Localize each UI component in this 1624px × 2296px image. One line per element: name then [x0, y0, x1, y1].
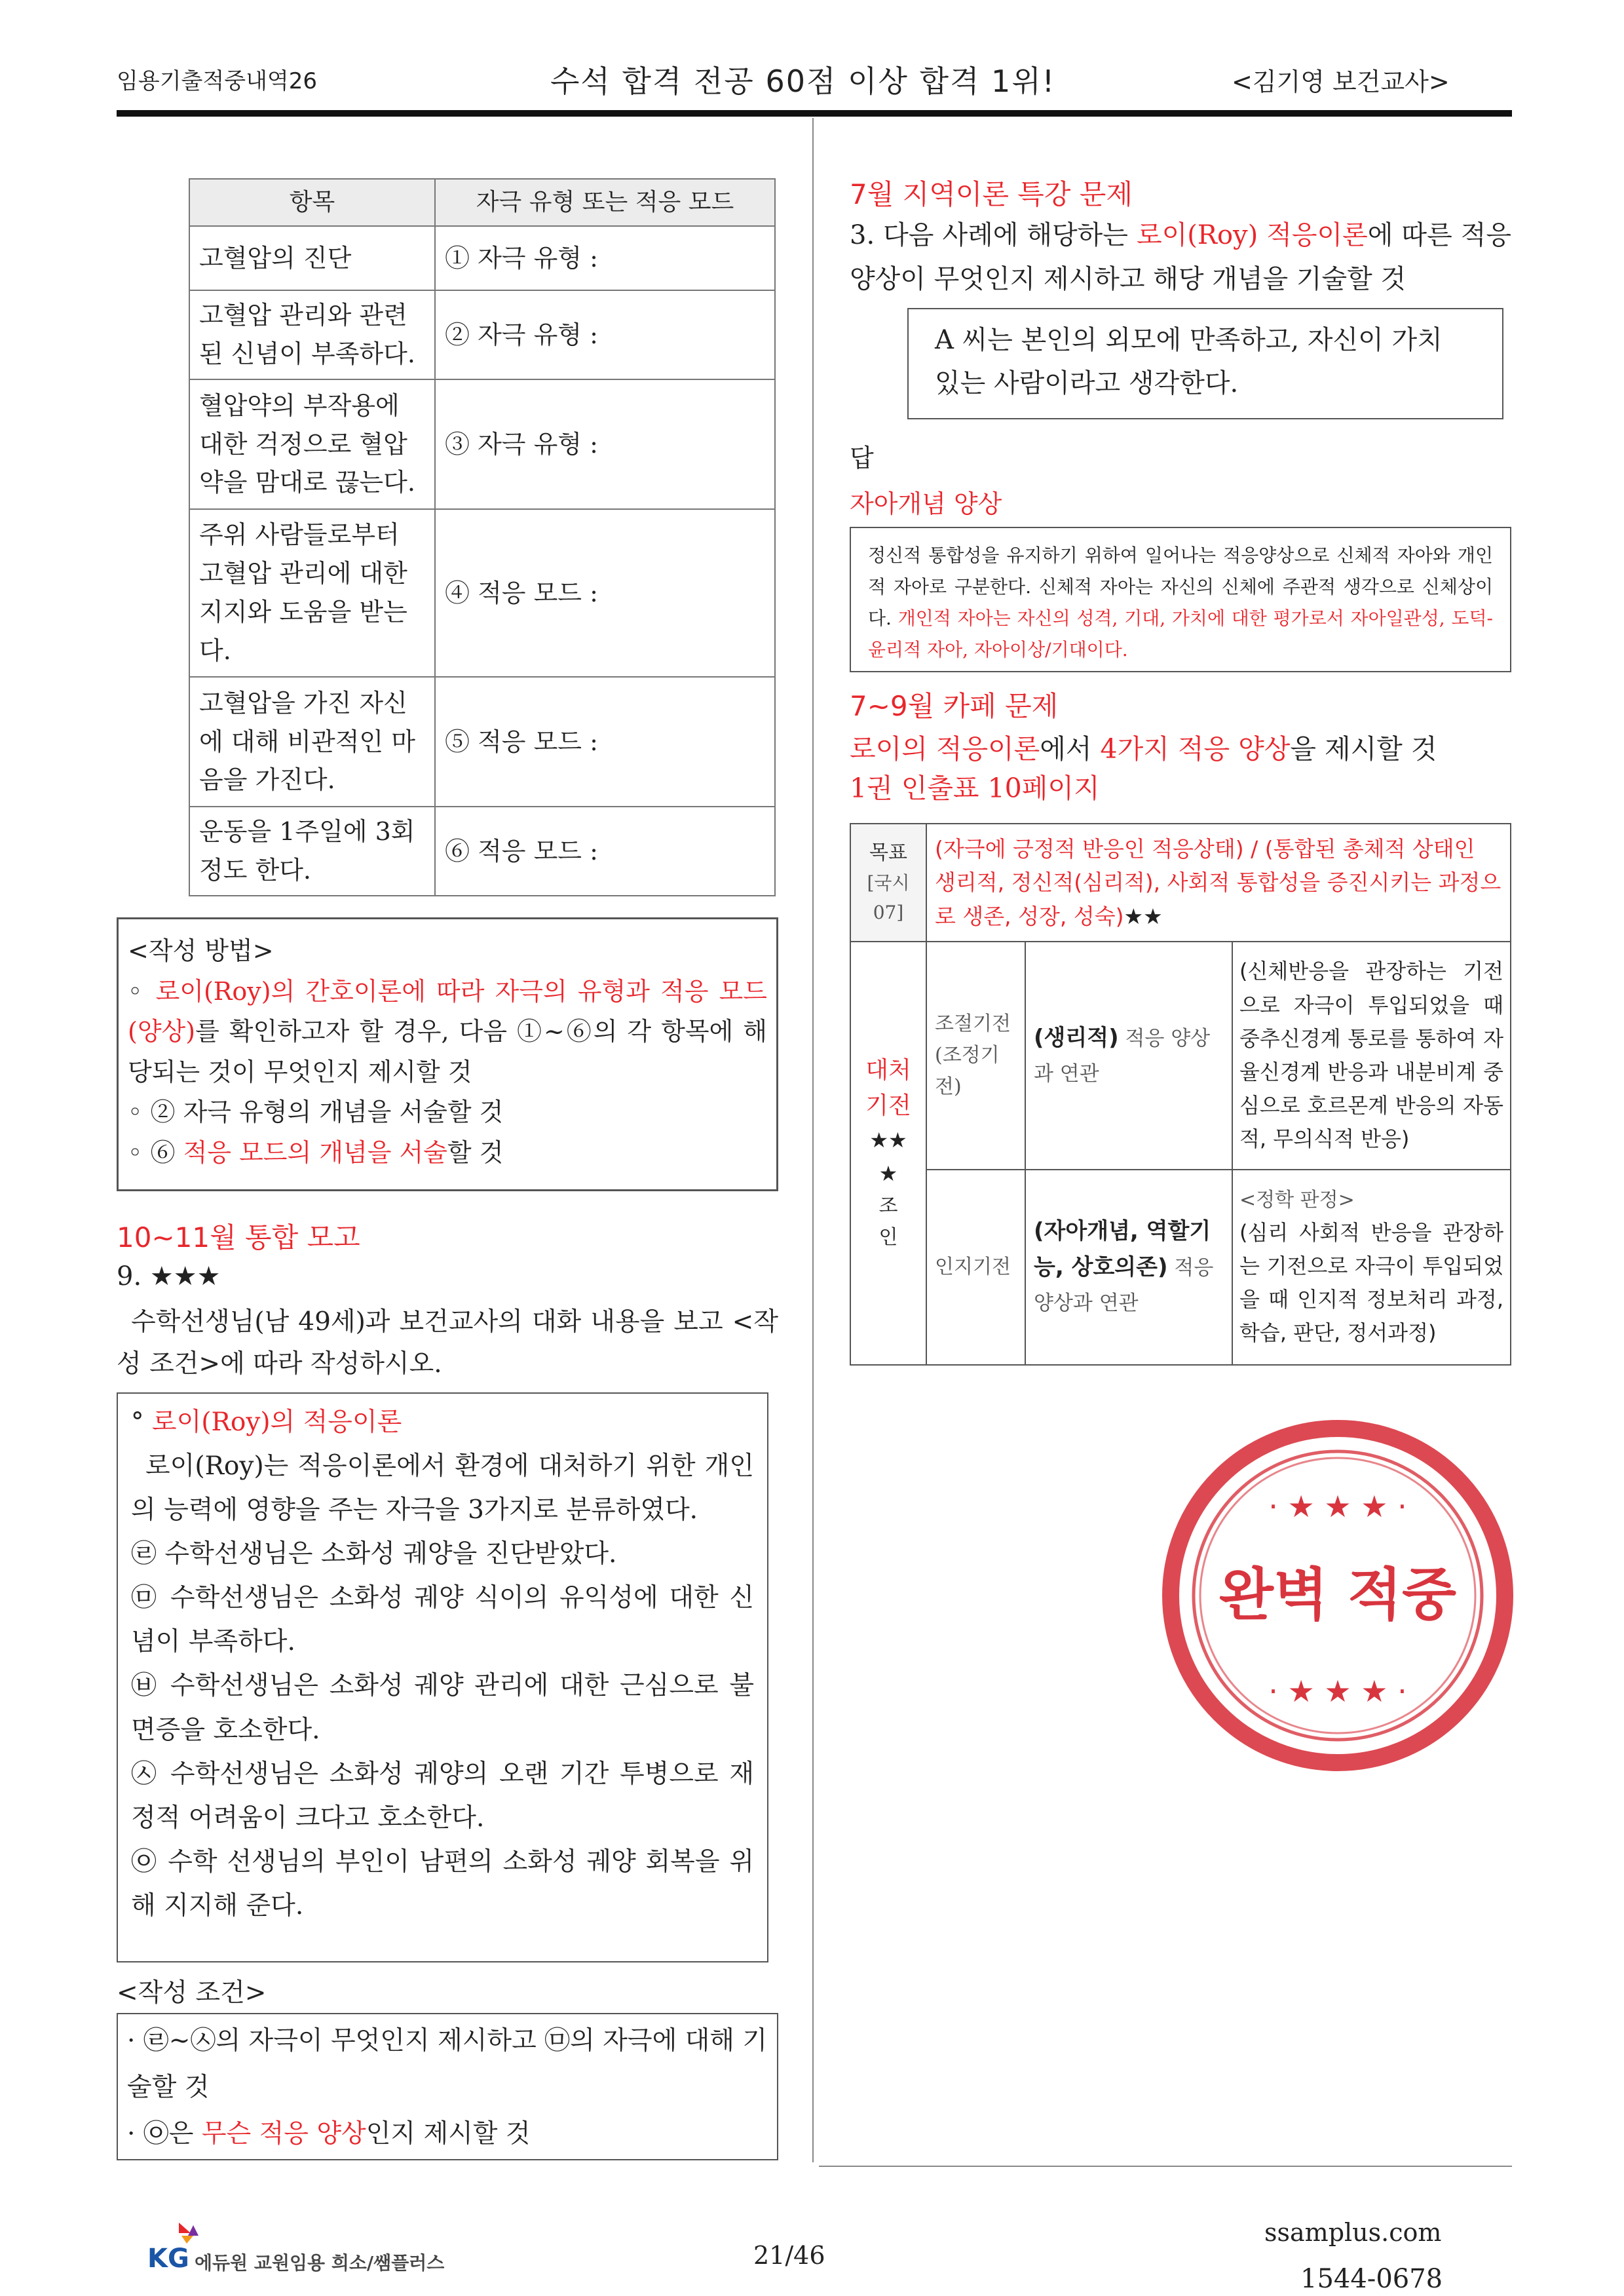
goal-tag: [국시07]: [867, 872, 910, 923]
regulator-label-cell: [926, 942, 1025, 1170]
section-title-july: 7월 지역이론 특강 문제: [850, 178, 1133, 210]
table-row-cognator: [850, 1170, 1511, 1365]
condition-highlight: 무슨 적응 양상: [201, 2118, 366, 2149]
case-item: ㉦ 수학선생님은 소화성 궤양의 오랜 기간 투병으로 재정적 어려움이 크다고 호소한다.: [131, 1759, 754, 1833]
question-body: 수학선생님(남 49세)과 보건교사의 대화 내용을 보고 <작성 조건>에 따라 작성하시오.: [117, 1307, 778, 1379]
table-row: [189, 509, 775, 677]
definition-highlight: 개인적 자아는 자신의 성격, 기대, 가치에 대한 평가로서 자아일관성, 도덕-윤리적 자아, 자아이상/기대이다.: [868, 607, 1493, 661]
method-highlight: 적응 모드의 개념을 서술: [183, 1138, 447, 1167]
method-line-1: [128, 972, 767, 1093]
table-cell-mode: ⑤ 적응 모드 :: [435, 677, 775, 807]
method-text: 할 것: [447, 1138, 504, 1167]
section-title-july-sept: 7~9월 카페 문제: [850, 690, 1059, 722]
table-cell-item: 주위 사람들로부터 고혈압 관리에 대한 지지와 도움을 받는다.: [189, 509, 435, 677]
goal-label-cell: [850, 824, 926, 942]
question-3: [850, 214, 1511, 301]
question-3-highlight: 로이(Roy) 적응이론: [1136, 220, 1368, 250]
roy-text-2: 을 제시할 것: [1290, 733, 1437, 765]
kg-eduone-logo: [147, 2236, 455, 2275]
stamp-stars-bottom: [1268, 1674, 1407, 1709]
header-rule: [117, 110, 1512, 117]
method-highlight: 로이(Roy)의 간호이론에 따라 자극의 유형과 적응 모드(양상): [128, 976, 767, 1046]
answer-value: 자아개념 양상: [850, 489, 1002, 518]
case-item: ㉣ 수학선생님은 소화성 궤양을 진단받았다.: [131, 1539, 617, 1569]
roy-question: [850, 727, 1437, 766]
reference-line: 1권 인출표 10페이지: [850, 773, 1100, 804]
table-row: [189, 807, 775, 896]
condition-line-2: [127, 2111, 768, 2158]
roy-highlight-1: 로이의 적응이론: [850, 733, 1040, 765]
footer-site: ssamplus.com: [1264, 2218, 1442, 2247]
method-title: <작성 방법>: [128, 936, 274, 965]
question-3-text-2: 에 따른 적응 양상이 무엇인지 제시하고 해당 개념을 기술할 것: [850, 220, 1511, 295]
coping-label-cell: [850, 942, 926, 1365]
conditions-title: <작성 조건>: [117, 1978, 267, 2008]
table-header-item: 항목: [189, 179, 435, 226]
goal-label: 목표: [869, 841, 907, 865]
cognator-desc: (심리 사회적 반응을 관장하는 기전으로 자극이 투입되었을 때 인지적 정보처리 과정, 학습, 판단, 정서과정): [1239, 1219, 1503, 1346]
case-item: ㉥ 수학선생님은 소화성 궤양 관리에 대한 근심으로 불면증을 호소한다.: [131, 1671, 754, 1745]
case-title-bullet: °: [131, 1407, 152, 1437]
table-cell-mode: ⑥ 적응 모드 :: [435, 807, 775, 896]
coping-suffix: 조인: [878, 1195, 898, 1250]
answer-label: 답: [850, 444, 874, 472]
condition-bullet: · ㉧은: [127, 2118, 202, 2149]
regulator-mode-text: 적응 양상과 연관: [1034, 1026, 1211, 1086]
section-title-10-11: 10~11월 통합 모고: [117, 1221, 360, 1253]
case-box: [117, 1392, 768, 1962]
regulator-desc-cell: [1232, 942, 1511, 1170]
coping-label: 대처기전: [865, 1056, 911, 1119]
case-item: ㉤ 수학선생님은 소화성 궤양 식이의 유익성에 대한 신념이 부족하다.: [131, 1583, 754, 1657]
conditions-box: [117, 2013, 778, 2160]
method-text: 를 확인하고자 할 경우, 다음 ①~⑥의 각 항목에 해당되는 것이 무엇인지 제시할 것: [128, 1017, 767, 1086]
table-cell-item: 운동을 1주일에 3회 정도 한다.: [189, 807, 435, 896]
logo-kg: KG: [147, 2244, 189, 2274]
regulator-mode-strong: (생리적): [1034, 1024, 1119, 1051]
case-item: ㉧ 수학 선생님의 부인이 남편의 소화성 궤양 회복을 위해 지지해 준다.: [131, 1846, 754, 1921]
writing-method-box: [117, 917, 778, 1191]
svg-text:· ★ ★ ★ ·: · ★ ★ ★ ·: [1268, 1674, 1407, 1709]
method-bullet: ◦ ⑥: [128, 1138, 183, 1167]
header-right-author: <김기영 보건교사>: [1232, 67, 1450, 96]
cognator-mode-strong: (자아개념, 역할기능, 상호의존): [1034, 1218, 1211, 1280]
footer-rule: [819, 2166, 1512, 2167]
goal-text-cell: [926, 824, 1511, 942]
stimulus-table: [189, 178, 776, 896]
table-header-row: [189, 179, 775, 226]
perfect-hit-stamp: [1161, 1419, 1515, 1772]
table-row-goal: [850, 824, 1511, 942]
case-title: [131, 1400, 754, 1444]
header-center-title: 수석 합격 전공 60점 이상 합격 1위!: [550, 64, 1056, 99]
page-number: 21/46: [753, 2241, 825, 2270]
case-intro: 로이(Roy)는 적응이론에서 환경에 대처하기 위한 개인의 능력에 영향을 주는 자극을 3가지로 분류하였다.: [131, 1451, 754, 1525]
header-left-title: 임용기출적중내역26: [117, 68, 318, 94]
table-row: [189, 290, 775, 379]
roy-highlight-2: 4가지 적응 양상: [1100, 733, 1291, 765]
cognator-desc-cell: [1232, 1170, 1511, 1365]
table-header-mode: 자극 유형 또는 적응 모드: [435, 179, 775, 226]
definition-text: 정신적 통합성을 유지하기 위하여 일어나는 적응양상으로 신체적 자아와 개인적 자아로 구분한다. 신체적 자아는 자신의 신체에 주관적 생각으로 신체상이다.: [868, 545, 1493, 630]
stamp-stars-top: [1268, 1489, 1407, 1524]
adaptation-table: [850, 823, 1511, 1366]
case-title-text: 로이(Roy)의 적응이론: [151, 1407, 402, 1437]
definition-box: [850, 527, 1511, 672]
question-3-text: 3. 다음 사례에 해당하는: [850, 220, 1137, 250]
cognator-mode-text: 적응 양상과 연관: [1034, 1255, 1214, 1316]
table-row-regulator: [850, 942, 1511, 1170]
table-row: [189, 379, 775, 509]
svg-text:· ★ ★ ★ ·: · ★ ★ ★ ·: [1268, 1489, 1407, 1524]
table-cell-mode: ② 자극 유형 :: [435, 290, 775, 379]
coping-stars: ★★★: [869, 1127, 907, 1186]
regulator-label: 조절기전 (조정기전): [935, 1012, 1011, 1098]
table-cell-item: 고혈압 관리와 관련된 신념이 부족하다.: [189, 290, 435, 379]
method-line-3: [128, 1133, 767, 1174]
table-cell-item: 고혈압을 가진 자신에 대해 비관적인 마음을 가진다.: [189, 677, 435, 807]
regulator-desc: (신체반응을 관장하는 기전으로 자극이 투입되었을 때 중추신경계 통로를 통하여 자율신경계 반응과 내분비계 중심으로 호르몬계 반응의 자동적, 무의식적 반응): [1239, 959, 1503, 1152]
goal-stars: ★★: [1124, 903, 1163, 929]
regulator-mode-cell: [1025, 942, 1232, 1170]
cognator-label-cell: [926, 1170, 1025, 1365]
footer-tel: 1544-0678: [1300, 2264, 1443, 2294]
table-cell-mode: ① 자극 유형 :: [435, 226, 775, 290]
cognator-note: <정학 판정>: [1239, 1188, 1355, 1212]
goal-text: (자극에 긍정적 반응인 적응상태) / (통합된 총체적 상태인 생리적, 정신적(심리적), 사회적 통합성을 증진시키는 과정으로 생존, 성장, 성숙): [935, 836, 1501, 929]
method-bullet: ◦: [128, 976, 156, 1006]
stamp-text: 완벽 적중: [1218, 1562, 1457, 1628]
roy-text: 에서: [1040, 733, 1101, 765]
table-row: [189, 677, 775, 807]
logo-text: 에듀원 교원임용 희소/쌤플러스: [195, 2252, 445, 2274]
table-row: [189, 226, 775, 290]
cognator-label: 인지기전: [935, 1255, 1011, 1278]
table-cell-mode: ④ 적응 모드 :: [435, 509, 775, 677]
table-cell-item: 고혈압의 진단: [189, 226, 435, 290]
question-number: 9. ★★★: [117, 1261, 221, 1292]
table-cell-mode: ③ 자극 유형 :: [435, 379, 775, 509]
cognator-mode-cell: [1025, 1170, 1232, 1365]
method-line-2: ◦ ② 자극 유형의 개념을 서술할 것: [128, 1098, 504, 1127]
column-divider: [812, 118, 814, 2162]
case-a-box: A 씨는 본인의 외모에 만족하고, 자신이 가치 있는 사람이라고 생각한다.: [907, 308, 1503, 419]
table-cell-item: 혈압약의 부작용에 대한 걱정으로 혈압약을 맘대로 끊는다.: [189, 379, 435, 509]
condition-text: 인지 제시할 것: [366, 2118, 531, 2149]
condition-line-1: · ㉣~㉦의 자극이 무엇인지 제시하고 ㉤의 자극에 대해 기술할 것: [127, 2026, 768, 2102]
